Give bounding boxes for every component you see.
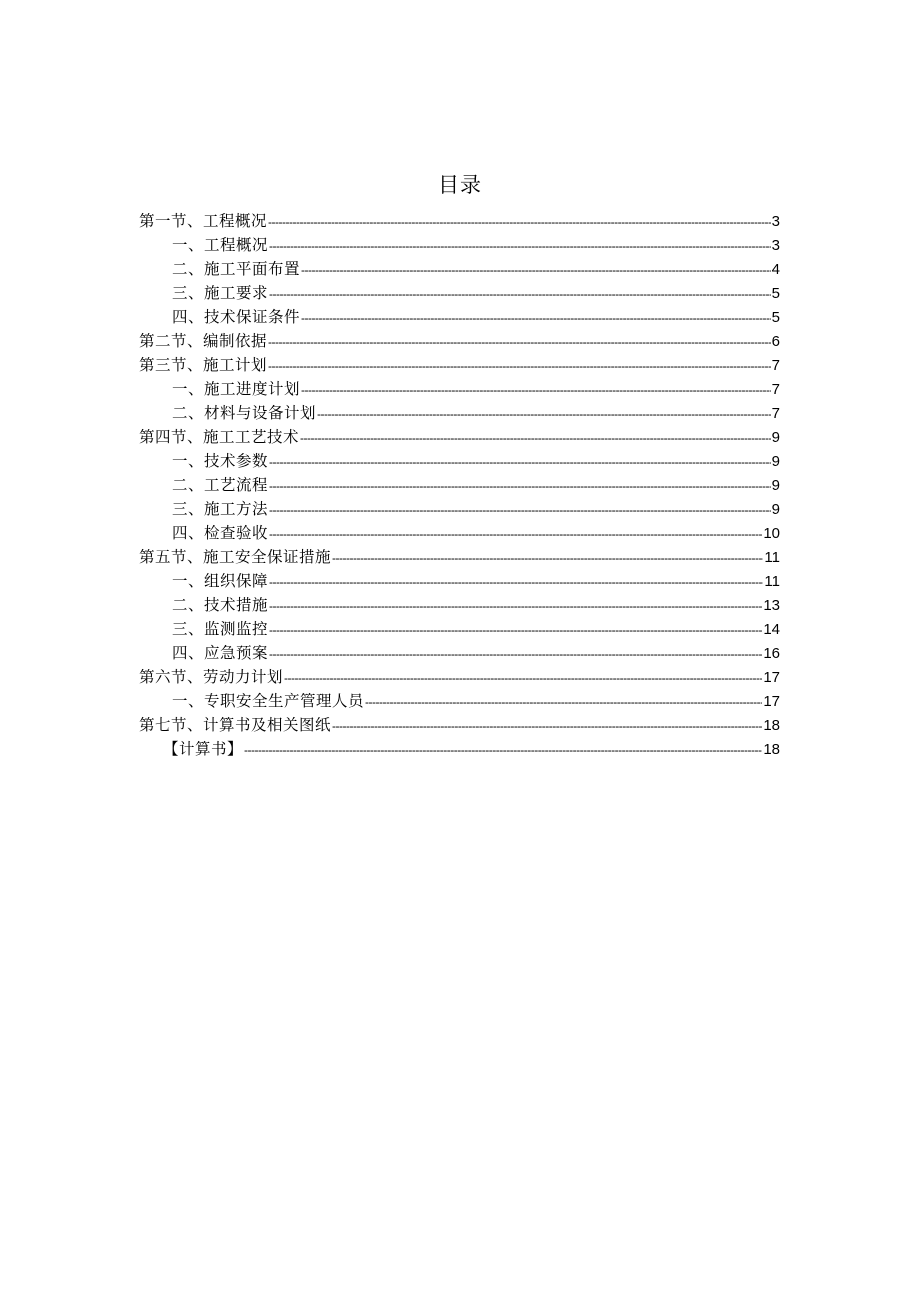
toc-entry-page-number: 18 [763, 741, 780, 758]
toc-entry-label: 第七节、计算书及相关图纸 [139, 716, 332, 734]
toc-entry-label: 三、施工要求 [172, 284, 269, 302]
toc-dot-leader [268, 330, 771, 354]
toc-entry[interactable] [139, 473, 780, 497]
toc-entry[interactable] [139, 665, 780, 689]
toc-entry-label: 二、工艺流程 [172, 476, 269, 494]
toc-dot-leader [269, 282, 771, 306]
toc-dot-leader [244, 738, 762, 762]
toc-entry-page-number: 14 [763, 621, 780, 638]
toc-entry[interactable] [139, 545, 780, 569]
toc-entry[interactable] [139, 497, 780, 521]
toc-entry-label: 一、组织保障 [172, 572, 269, 590]
toc-dot-leader [317, 402, 771, 426]
toc-entry-label: 三、施工方法 [172, 500, 269, 518]
toc-entry-page-number: 16 [763, 645, 780, 662]
toc-entry[interactable] [139, 569, 780, 593]
toc-entry-label: 第三节、施工计划 [139, 356, 268, 374]
toc-entry[interactable] [139, 641, 780, 665]
toc-entry[interactable] [139, 233, 780, 257]
table-of-contents [139, 209, 780, 761]
toc-entry[interactable] [139, 257, 780, 281]
toc-entry-label: 四、技术保证条件 [172, 308, 301, 326]
toc-entry-page-number: 10 [763, 525, 780, 542]
toc-entry[interactable] [139, 521, 780, 545]
toc-entry-page-number: 18 [763, 717, 780, 734]
toc-entry-page-number: 4 [771, 261, 780, 278]
toc-dot-leader [332, 546, 763, 570]
toc-entry[interactable] [139, 329, 780, 353]
toc-dot-leader [269, 234, 771, 258]
toc-entry-page-number: 5 [771, 285, 780, 302]
toc-dot-leader [365, 690, 762, 714]
toc-entry-label: 第五节、施工安全保证措施 [139, 548, 332, 566]
toc-entry[interactable] [139, 377, 780, 401]
toc-entry[interactable] [139, 737, 780, 761]
toc-entry-label: 二、材料与设备计划 [172, 404, 317, 422]
toc-dot-leader [269, 474, 771, 498]
toc-entry-label: 三、监测监控 [172, 620, 269, 638]
toc-entry-page-number: 7 [771, 381, 780, 398]
toc-entry-label: 一、工程概况 [172, 236, 269, 254]
toc-entry-page-number: 11 [764, 549, 780, 566]
toc-entry-label: 第六节、劳动力计划 [139, 668, 284, 686]
toc-entry[interactable] [139, 401, 780, 425]
toc-dot-leader [269, 618, 762, 642]
toc-entry-label: 一、专职安全生产管理人员 [172, 692, 365, 710]
toc-entry-page-number: 3 [771, 237, 780, 254]
toc-entry[interactable] [139, 689, 780, 713]
toc-dot-leader [300, 426, 771, 450]
toc-dot-leader [269, 642, 762, 666]
toc-entry-page-number: 9 [771, 453, 780, 470]
toc-entry-page-number: 6 [771, 333, 780, 350]
toc-entry-label: 一、技术参数 [172, 452, 269, 470]
toc-entry-label: 【计算书】 [163, 740, 244, 758]
toc-entry-label: 二、施工平面布置 [172, 260, 301, 278]
toc-entry[interactable] [139, 305, 780, 329]
toc-dot-leader [269, 594, 762, 618]
toc-entry-page-number: 7 [771, 357, 780, 374]
toc-entry-page-number: 5 [771, 309, 780, 326]
toc-entry-page-number: 9 [771, 501, 780, 518]
toc-entry-page-number: 9 [771, 429, 780, 446]
toc-entry-page-number: 7 [771, 405, 780, 422]
toc-dot-leader [268, 210, 771, 234]
toc-entry-page-number: 13 [763, 597, 780, 614]
toc-dot-leader [284, 666, 762, 690]
toc-entry-label: 第二节、编制依据 [139, 332, 268, 350]
toc-entry[interactable] [139, 449, 780, 473]
toc-dot-leader [301, 378, 771, 402]
toc-entry-page-number: 3 [771, 213, 780, 230]
toc-dot-leader [301, 258, 771, 282]
toc-entry-page-number: 11 [764, 573, 780, 590]
toc-entry[interactable] [139, 353, 780, 377]
toc-entry-label: 四、检查验收 [172, 524, 269, 542]
toc-dot-leader [269, 498, 771, 522]
toc-entry[interactable] [139, 713, 780, 737]
toc-title: 目录 [438, 173, 482, 197]
toc-entry[interactable] [139, 617, 780, 641]
toc-entry-page-number: 17 [763, 693, 780, 710]
toc-entry[interactable] [139, 281, 780, 305]
toc-dot-leader [269, 570, 763, 594]
toc-entry[interactable] [139, 593, 780, 617]
toc-dot-leader [332, 714, 762, 738]
toc-dot-leader [269, 522, 762, 546]
toc-dot-leader [301, 306, 771, 330]
toc-entry-label: 二、技术措施 [172, 596, 269, 614]
toc-entry-page-number: 9 [771, 477, 780, 494]
toc-dot-leader [269, 450, 771, 474]
toc-dot-leader [268, 354, 771, 378]
toc-entry-label: 第一节、工程概况 [139, 212, 268, 230]
toc-entry[interactable] [139, 425, 780, 449]
toc-entry[interactable] [139, 209, 780, 233]
toc-entry-label: 四、应急预案 [172, 644, 269, 662]
toc-entry-page-number: 17 [763, 669, 780, 686]
toc-entry-label: 一、施工进度计划 [172, 380, 301, 398]
toc-entry-label: 第四节、施工工艺技术 [139, 428, 300, 446]
